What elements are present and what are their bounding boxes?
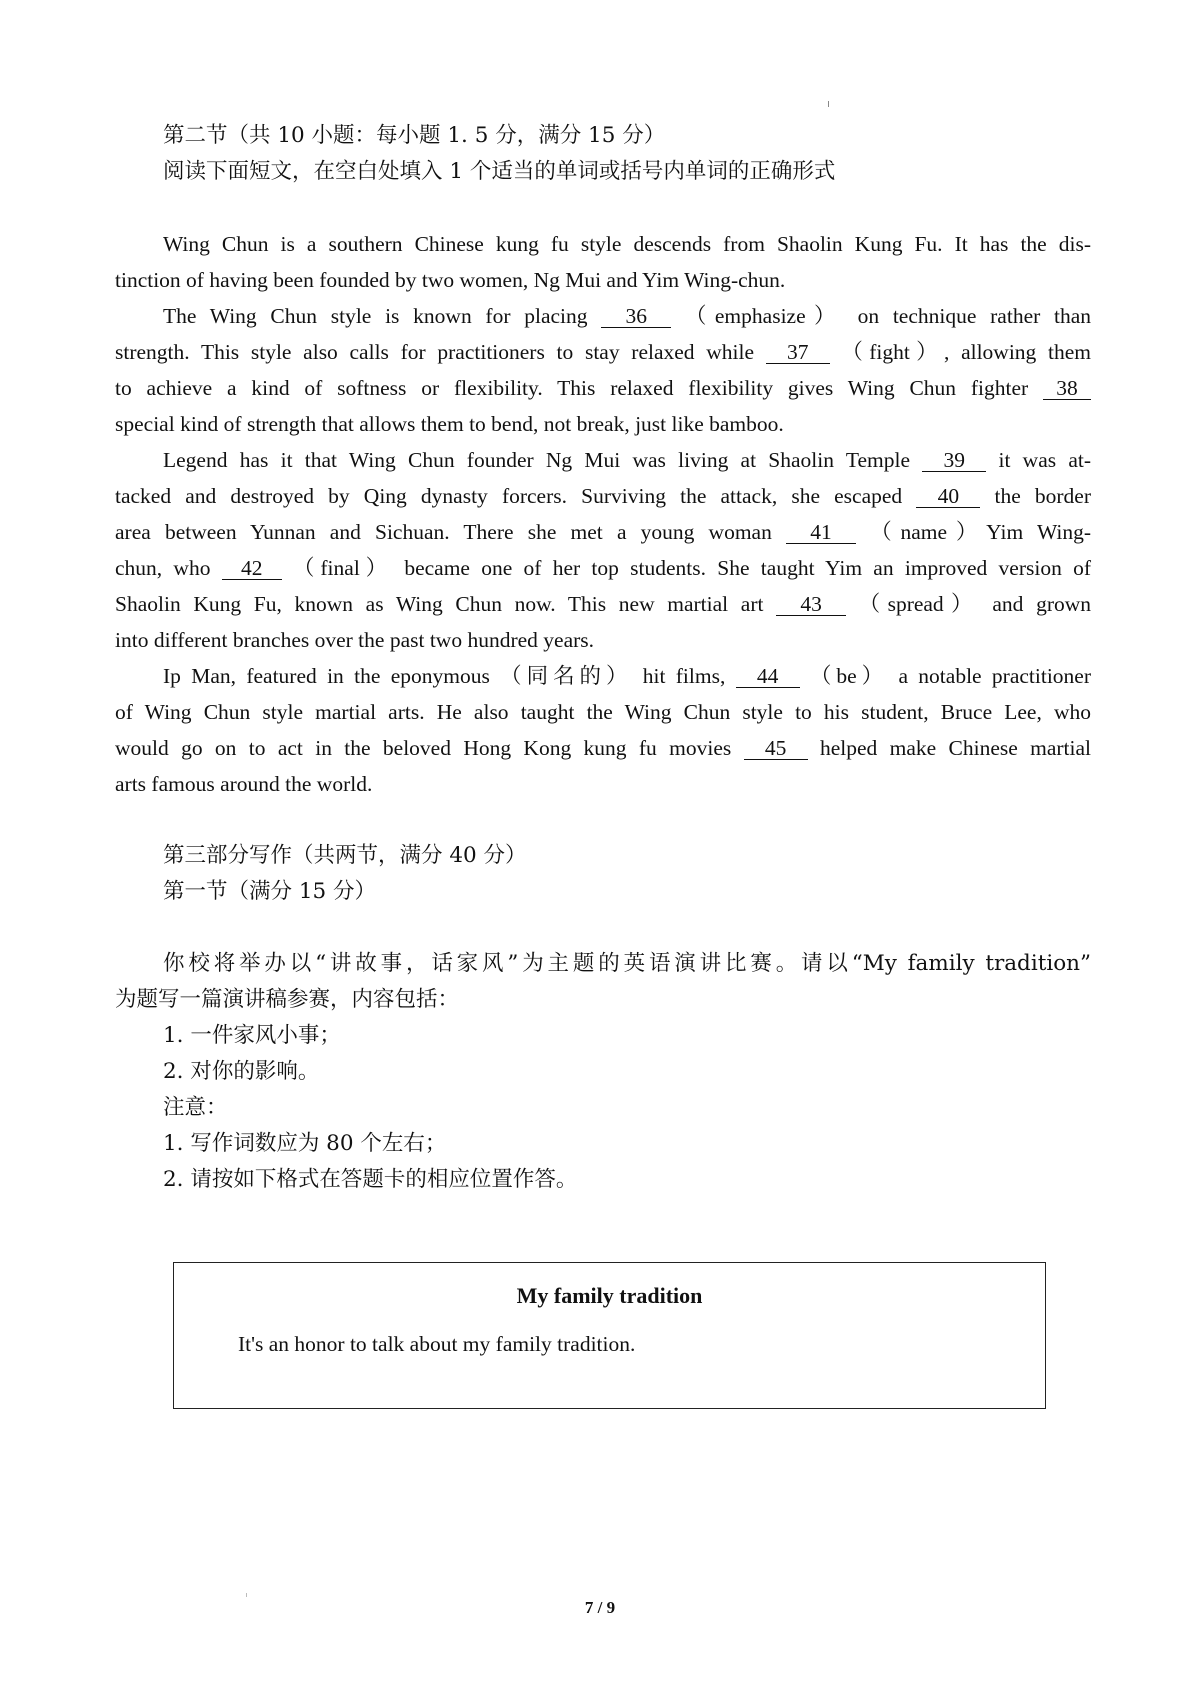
blank-37[interactable]: 37	[766, 341, 830, 364]
passage-text: The Wing Chun style is known for placing	[163, 304, 588, 328]
task-line: 为题写一篇演讲稿参赛，内容包括：	[115, 987, 460, 1012]
passage-text: would go on to act in the beloved Hong Kong kung fu movies	[115, 736, 732, 760]
passage-line	[163, 658, 1091, 694]
blank-42[interactable]: 42	[222, 557, 282, 580]
passage-line	[163, 442, 1091, 478]
passage-line	[115, 730, 1091, 766]
passage-text: strength. This style also calls for practitioners to stay relaxed while	[115, 340, 755, 364]
passage-text: Shaolin Kung Fu, known as Wing Chun now. This new martial art	[115, 592, 764, 616]
passage-line	[163, 298, 1091, 334]
essay-title: My family tradition	[516, 1283, 703, 1308]
blank-43[interactable]: 43	[776, 593, 846, 616]
note-label: 注意：	[163, 1095, 228, 1120]
page-number: 7 / 9	[584, 1598, 616, 1617]
blank-45[interactable]: 45	[744, 737, 808, 760]
blank-36[interactable]: 36	[601, 305, 671, 328]
note-item: 1. 写作词数应为 80 个左右；	[163, 1131, 447, 1156]
blank-39[interactable]: 39	[922, 449, 986, 472]
blank-41[interactable]: 41	[786, 521, 856, 544]
passage-line	[115, 514, 1091, 550]
passage-text: （fight）, allowing them	[841, 340, 1092, 364]
task-line: 你校将举办以“讲故事，话家风”为主题的英语演讲比赛。请以“My family tradition”	[163, 951, 1091, 976]
passage-text: （emphasize） on technique rather than	[685, 304, 1092, 328]
section-heading: 第二节（共 10 小题：每小题 1. 5 分，满分 15 分）	[163, 123, 666, 148]
passage-line	[115, 586, 1091, 622]
passage-text: to achieve a kind of softness or flexibility. This relaxed flexibility gives Wing Chun fighter	[115, 376, 1029, 400]
scan-mark	[246, 1593, 247, 1597]
section-instruction: 阅读下面短文，在空白处填入 1 个适当的单词或括号内单词的正确形式	[163, 159, 836, 184]
passage-line: Wing Chun is a southern Chinese kung fu style descends from Shaolin Kung Fu. It has the dis-	[163, 232, 1091, 256]
passage-line: tinction of having been founded by two women, Ng Mui and Yim Wing-chun.	[115, 268, 786, 292]
passage-line	[115, 550, 1091, 586]
passage-text: （spread） and grown	[858, 592, 1092, 616]
passage-text: （final） became one of her top students. She taught Yim an improved version of	[293, 556, 1091, 580]
passage-line	[115, 334, 1091, 370]
passage-line: special kind of strength that allows them to bend, not break, just like bamboo.	[115, 412, 784, 436]
passage-line: into different branches over the past two hundred years.	[115, 628, 595, 652]
passage-text: Legend has it that Wing Chun founder Ng Mui was living at Shaolin Temple	[163, 448, 911, 472]
passage-text: tacked and destroyed by Qing dynasty forcers. Surviving the attack, she escaped	[115, 484, 903, 508]
passage-text: helped make Chinese martial	[819, 736, 1092, 760]
blank-40[interactable]: 40	[916, 485, 980, 508]
answer-format-box	[173, 1262, 1046, 1409]
passage-text: Ip Man, featured in the eponymous （同名的） hit films,	[163, 664, 726, 688]
part-heading: 第三部分写作（共两节，满分 40 分）	[163, 843, 527, 868]
section-heading: 第一节（满分 15 分）	[163, 879, 377, 904]
passage-line	[115, 370, 1091, 406]
passage-text: （be） a notable practitioner	[809, 664, 1092, 688]
essay-opening: It's an honor to talk about my family tradition.	[238, 1332, 636, 1356]
passage-text: chun, who	[115, 556, 211, 580]
passage-text: it was at-	[998, 448, 1092, 472]
passage-line: arts famous around the world.	[115, 772, 373, 796]
blank-38[interactable]: 38	[1043, 377, 1091, 400]
passage-line: of Wing Chun style martial arts. He also taught the Wing Chun style to his student, Bruce Lee, who	[115, 700, 1091, 724]
task-item: 2. 对你的影响。	[163, 1059, 320, 1084]
task-item: 1. 一件家风小事；	[163, 1023, 341, 1048]
scan-mark	[828, 101, 829, 107]
blank-44[interactable]: 44	[736, 665, 800, 688]
passage-text: area between Yunnan and Sichuan. There she met a young woman	[115, 520, 772, 544]
passage-text: the border	[994, 484, 1091, 508]
passage-line	[115, 478, 1091, 514]
note-item: 2. 请按如下格式在答题卡的相应位置作答。	[163, 1167, 578, 1192]
passage-text: （name）Yim Wing-	[870, 520, 1092, 544]
